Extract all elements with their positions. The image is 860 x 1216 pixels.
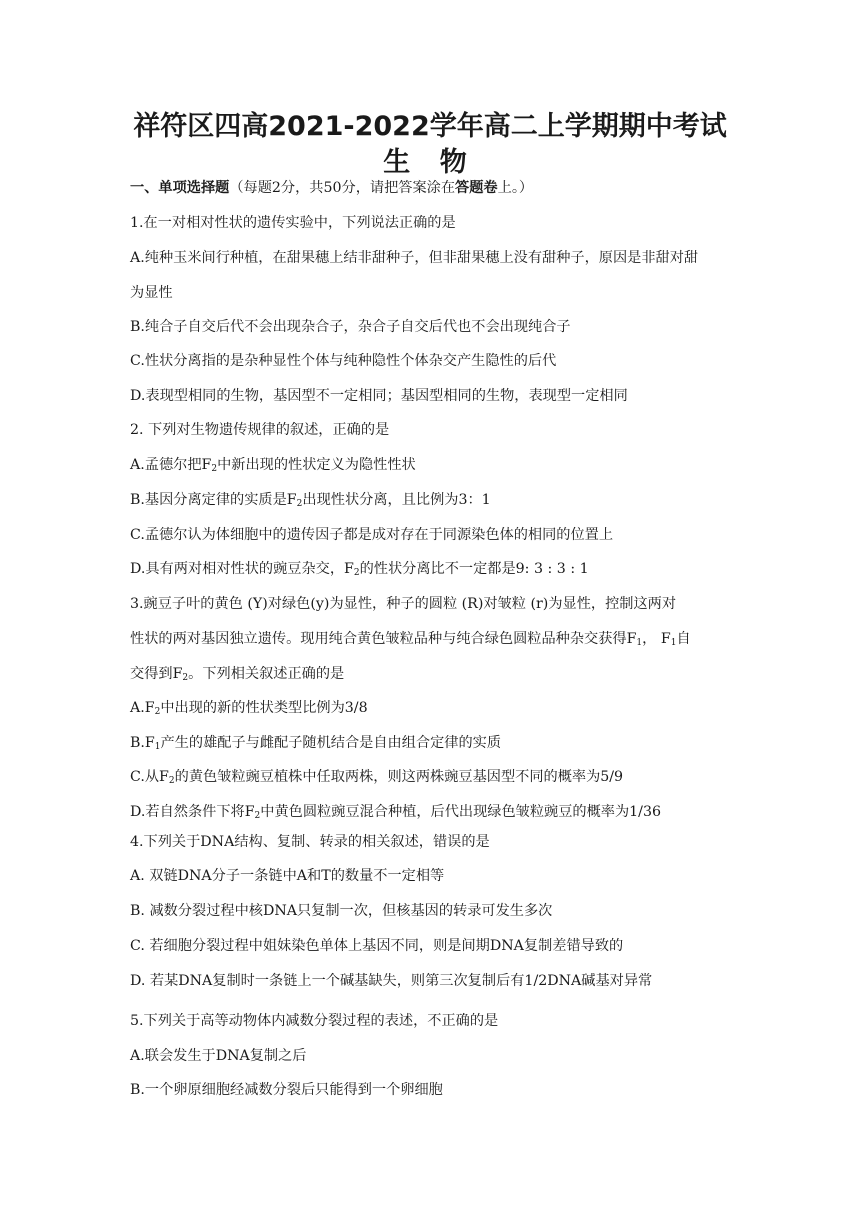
section-heading bbox=[130, 178, 750, 198]
q3-stem-line2: 性状的两对基因独立遗传。现用纯合黄色皱粒品种与纯合绿色圆粒品种杂交获得$F_1$， $F_1$自 bbox=[130, 631, 691, 648]
q3-stem-line3: 交得到$F_2$。下列相关叙述正确的是 bbox=[130, 666, 345, 683]
q1-option-b: B.纯合子自交后代不会出现杂合子，杂合子自交后代也不会出现纯合子 bbox=[130, 319, 571, 335]
q1-option-a-line1: A.纯种玉米间行种植，在甜果穗上结非甜种子，但非甜果穗上没有甜种子，原因是非甜对甜 bbox=[130, 250, 699, 266]
section-note-a: （每题2分，共50分，请把答案涂在 bbox=[229, 180, 456, 196]
q2-stem: 2. 下列对生物遗传规律的叙述，正确的是 bbox=[130, 422, 390, 438]
q4-option-d: D. 若某DNA复制时一条链上一个碱基缺失，则第三次复制后有1/2DNA碱基对异常 bbox=[130, 973, 653, 989]
q3-option-b: $B.F_1$产生的雄配子与雌配子随机结合是自由组合定律的实质 bbox=[130, 735, 502, 752]
q3-stem-line1: 3.豌豆子叶的黄色 (Y)对绿色(y)为显性，种子的圆粒 (R)对皱粒 (r)为显性，控制这两对 bbox=[130, 596, 677, 612]
q1-option-a-line2: 为显性 bbox=[130, 285, 173, 301]
q3-option-d: D.若自然条件下将$F_2$中黄色圆粒豌豆混合种植，后代出现绿色皱粒豌豆的概率为1/36 bbox=[130, 804, 662, 821]
q5-option-a: A.联会发生于DNA复制之后 bbox=[130, 1048, 307, 1064]
q5-stem: 5.下列关于高等动物体内减数分裂过程的表述，不正确的是 bbox=[130, 1013, 499, 1029]
q1-option-d: D.表现型相同的生物，基因型不一定相同；基因型相同的生物，表现型一定相同 bbox=[130, 388, 628, 404]
q2-option-d: D.具有两对相对性状的豌豆杂交，$F_2$的性状分离比不一定都是9: 3 : 3 : 1 bbox=[130, 561, 589, 578]
q5-option-b: B.一个卵原细胞经减数分裂后只能得到一个卵细胞 bbox=[130, 1082, 443, 1098]
q4-option-b: B. 减数分裂过程中核DNA只复制一次，但核基因的转录可发生多次 bbox=[130, 903, 553, 919]
q2-option-b: B.基因分离定律的实质是$F_2$出现性状分离，且比例为3：1 bbox=[130, 492, 491, 509]
q1-option-c: C.性状分离指的是杂种显性个体与纯种隐性个体杂交产生隐性的后代 bbox=[130, 353, 557, 369]
q4-stem: 4.下列关于DNA结构、复制、转录的相关叙述，错误的是 bbox=[130, 834, 490, 850]
q2-option-a: A.孟德尔把$F_2$中新出现的性状定义为隐性性状 bbox=[130, 457, 416, 474]
q1-stem: 1.在一对相对性状的遗传实验中，下列说法正确的是 bbox=[130, 215, 456, 231]
q4-option-a: A. 双链DNA分子一条链中A和T的数量不一定相等 bbox=[130, 868, 445, 884]
q3-option-a: $A.F_2$中出现的新的性状类型比例为3/8 bbox=[130, 700, 368, 717]
q3-option-c: C.从$F_2$的黄色皱粒豌豆植株中任取两株，则这两株豌豆基因型不同的概率为5/9 bbox=[130, 769, 624, 786]
section-note-b: 上。） bbox=[497, 180, 534, 196]
section-heading-label: 一、单项选择题 bbox=[130, 180, 230, 196]
q2-option-c: C.孟德尔认为体细胞中的遗传因子都是成对存在于同源染色体的相同的位置上 bbox=[130, 527, 614, 543]
q4-option-c: C. 若细胞分裂过程中姐妹染色单体上基因不同，则是间期DNA复制差错导致的 bbox=[130, 938, 624, 954]
subject-title: 生 物 bbox=[383, 147, 477, 178]
section-note-bold: 答题卷 bbox=[455, 180, 498, 196]
exam-title: 祥符区四高2021-2022学年高二上学期期中考试 bbox=[133, 111, 727, 142]
